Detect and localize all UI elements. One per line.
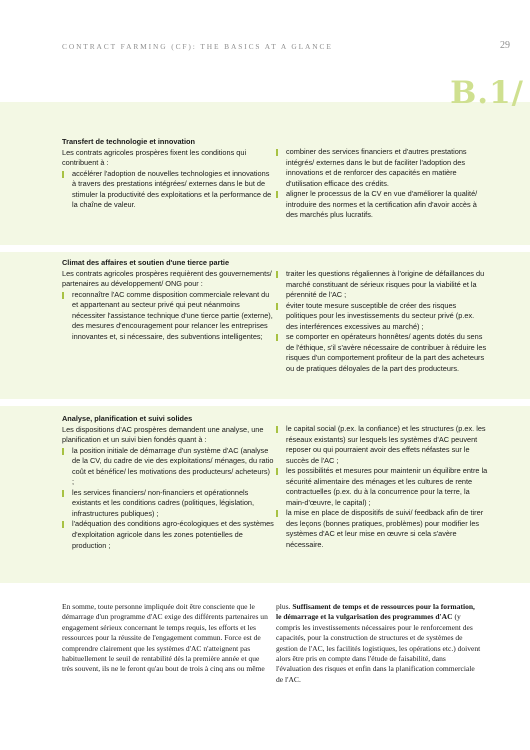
bullet-bar: [276, 426, 278, 433]
running-title: CONTRACT FARMING (CF): THE BASICS AT A GLANCE: [62, 42, 333, 51]
list-item-text: aligner le processus de la CV en vue d'améliorer la qualité/ introduire des normes et la certification afin d'avoir accès à des marchés plus lucratifs.: [286, 189, 478, 220]
bullet-bar: [276, 191, 278, 198]
section-2-right: [276, 269, 488, 374]
list-item: [276, 269, 488, 301]
page-number: 29: [500, 40, 510, 51]
list-item-text: la position initiale de démarrage d'un système d'AC (analyse de la CV, du cadre de vie des exploitations/ ménages, du ratio coût et bénéfice/ les motivations des producteurs/ acheteurs) ;: [72, 445, 274, 487]
section-label: B.1/: [450, 75, 524, 111]
list-item-text: les possibilités et mesures pour maintenir un équilibre entre la sécurité alimentaire des ménages et les cultures de rente contractuelles (p.ex. du à la concurrence pour la terre, la main-d'œuvre, le capital) ;: [286, 466, 488, 507]
conclusion-emphasis: Suffisament de temps et de ressources pour la formation, le démarrage et la vulgarisation des programmes d'AC: [276, 602, 475, 622]
list-item-text: se comporter en opérateurs honnêtes/ agents dotés du sens de l'éthique, s'il s'avère nécessaire de contribuer à réduire les risques d'un comportement profiteur de la part des acheteurs ou de pratiques déloyales de la part des producteurs.: [286, 332, 487, 373]
list-item: [276, 424, 488, 466]
list-item: [276, 301, 488, 333]
bullet-bar: [276, 303, 278, 310]
conclusion-lead: plus.: [276, 602, 291, 611]
list-item: [276, 466, 488, 508]
list-item-text: reconnaître l'AC comme disposition commerciale relevant du et appartenant au secteur privé qui peut néanmoins nécessiter l'assistance technique d'une tierce partie (externe), des mesures d'encouragement pour relancer les entreprises innovantes et, si nécessaire, des subventions intelligentes;: [72, 289, 273, 341]
bullet-bar: [276, 149, 278, 156]
list-item: [276, 508, 488, 550]
section-title: Analyse, planification et suivi solides: [62, 414, 193, 423]
bullet-bar: [62, 448, 64, 455]
list-item: [62, 488, 274, 520]
list-item-text: traiter les questions régaliennes à l'origine de défaillances du marché constituant de sérieux risques pour la viabilité et la pérennité de l'AC ;: [286, 269, 485, 300]
list-item-text: les services financiers/ non-financiers et opérationnels existants et les conditions cadres (politiques, législation, infrastructures publiques) ;: [72, 487, 255, 518]
section-title: Climat des affaires et soutien d'une tierce partie: [62, 258, 230, 267]
bullet-bar: [276, 271, 278, 278]
section-3-left: [62, 414, 274, 551]
section-intro: Les dispositions d'AC prospères demandent une analyse, une planification et un suivi bien fondés quant à :: [62, 424, 264, 445]
list-item: [276, 147, 488, 189]
conclusion-left: En somme, toute personne impliquée doit être consciente que le démarrage d'un programme d'AC exige des différents partenaires un engagement sérieux concernant le temps requis, les efforts et les ressources pour la réussite de l'engagement commun. Force est de comprendre clairement que les systèmes d'AC n'atteignent pas habituellement le seuil de rentabilité dès la première année et que très souvent, ils ne le feront qu'au bout de trois à cinq ans ou même: [62, 602, 268, 674]
list-item: [62, 519, 274, 551]
section-title: Transfert de technologie et innovation: [62, 137, 196, 146]
list-item: [276, 332, 488, 374]
list-item: [276, 189, 488, 221]
list-item-text: accélérer l'adoption de nouvelles technologies et innovations à travers des prestations intégrées/ externes dans le but de stimuler la productivité des exploitations et la performance de la chaîne de valeur.: [72, 168, 272, 210]
section-2-left: [62, 258, 274, 342]
bullet-bar: [62, 171, 64, 178]
section-1-right: [276, 147, 488, 221]
section-intro: Les contrats agricoles prospères fixent les conditions qui contribuent à :: [62, 147, 247, 168]
list-item: [62, 169, 274, 211]
bullet-bar: [276, 334, 278, 341]
list-item: [62, 290, 274, 343]
bullet-bar: [62, 292, 64, 299]
list-item-text: combiner des services financiers et d'autres prestations intégrés/ externes dans le but de faciliter l'adoption des innovations et de renforcer des capacités en matière d'utilisation efficace des crédits.: [286, 147, 467, 188]
list-item-text: le capital social (p.ex. la confiance) et les structures (p.ex. les réseaux existants) sur lesquels les systèmes d'AC peuvent reposer ou qui pourraient avoir des effets néfastes sur le succès de l'AC ;: [286, 424, 486, 465]
list-item-text: éviter toute mesure susceptible de créer des risques politiques pour les investissements du secteur privé (p.ex. des interférences excessives au marché) ;: [286, 300, 475, 331]
section-1-left: [62, 137, 274, 211]
section-intro: Les contrats agricoles prospères requièrent des gouvernements/ partenaires au développement/ ONG pour :: [62, 268, 272, 289]
bullet-bar: [276, 510, 278, 517]
bullet-bar: [62, 490, 64, 497]
list-item: [62, 446, 274, 488]
bullet-bar: [276, 468, 278, 475]
list-item-text: l'adéquation des conditions agro-écologiques et des systèmes d'exploitation agricole dans les zones potentielles de production ;: [72, 519, 274, 550]
section-3-right: [276, 424, 488, 551]
list-item-text: la mise en place de dispositifs de suivi/ feedback afin de tirer des leçons (bonnes pratiques, problèmes) pour modifier les systèmes d'AC et leur mise en œuvre si cela s'avère nécessaire.: [286, 508, 484, 550]
conclusion-right: [276, 602, 482, 685]
conclusion-rest: (y compris les investissements nécessaires pour le renforcement des capacités, pour la construction de structures et de systèmes de gestion de l'AC, les facilités logistiques, les opérations etc.) doivent alors être pris en compte dans l'étude de faisabilité, dans l'évaluation des risques et enfin dans la planification commerciale de l'AC.: [276, 612, 481, 684]
bullet-bar: [62, 521, 64, 528]
